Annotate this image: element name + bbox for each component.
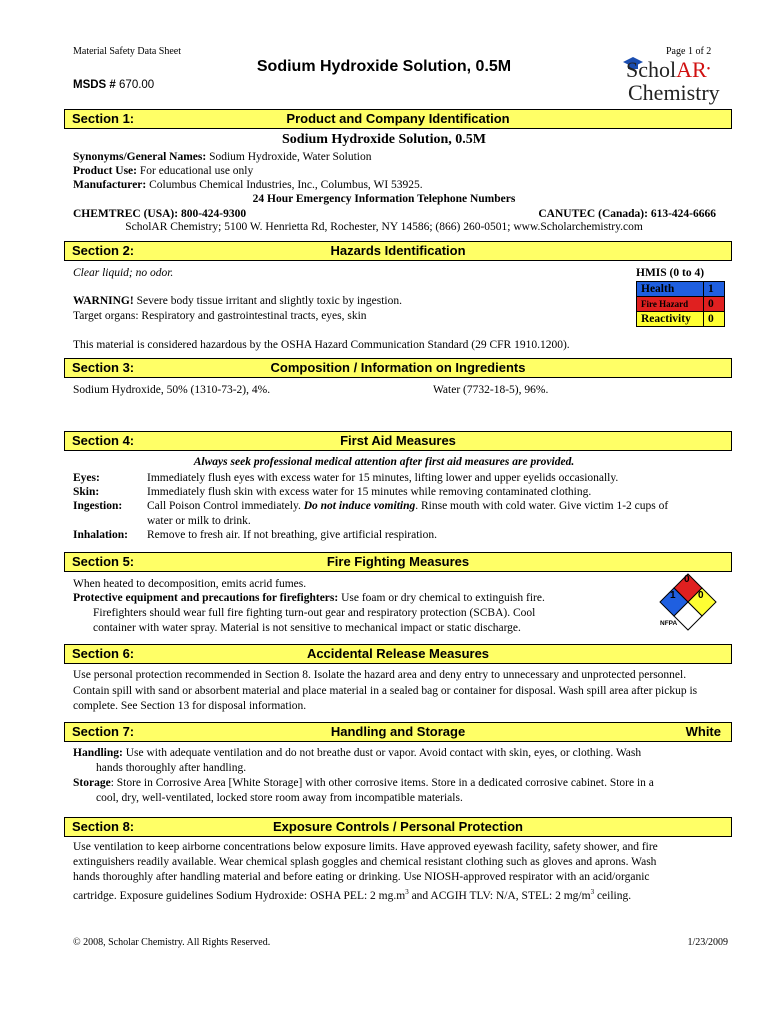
first-aid-note: Always seek professional medical attention after first aid measures are provided. [193,456,575,468]
release-text: Use personal protection recommended in Section 8. Isolate the hazard area and deny entry to unnecessary and unprotected personnel. Contain spill with sand or absorbent material and place material in a sealed bag or container for disposal. Wash spill area after pickup is complete. See Section 13 for disposal information. [73,669,698,712]
firefighters-text: Firefighters should wear full fire fighting turn-out gear and respiratory protection (SCBA). Cool [93,607,536,619]
section-number: Section 3: [72,360,135,375]
hmis-row-health [637,282,725,297]
decomposition-text: When heated to decomposition, emits acrid fumes. [73,578,307,590]
emergency-heading: 24 Hour Emergency Information Telephone Numbers [252,193,516,205]
skin-label: Skin: [73,486,100,498]
doc-type: Material Safety Data Sheet [73,46,182,57]
msds-label: MSDS # [73,79,116,91]
exposure-line-1: Use ventilation to keep airborne concentrations below exposure limits. Have approved eyewash facility, safety shower, and fire [73,841,658,853]
eyes-label: Eyes: [73,472,100,484]
section-title: Handling and Storage [330,724,466,739]
exposure-line-2: extinguishers readily available. Wear chemical splash goggles and chemical resistant clothing such as gloves and aprons. Wash [73,856,657,868]
inhalation-label: Inhalation: [73,529,128,541]
canutec-phone: CANUTEC (Canada): 613-424-6666 [538,208,716,220]
section-title: Hazards Identification [330,243,466,258]
product-name: Sodium Hydroxide Solution, 0.5M [282,132,486,147]
nfpa-fire-value: 0 [684,574,690,585]
nfpa-health-value: 1 [670,590,676,601]
scholar-chemistry-logo [620,52,740,108]
eyes-text: Immediately flush eyes with excess water for 15 minutes, lifting lower and upper eyelids occasionally. [147,472,619,484]
hmis-label: Reactivity [637,312,704,327]
protective-equipment: Protective equipment and precautions for firefighters: Use foam or dry chemical to extinguish fire. [73,592,545,604]
hmis-value: 0 [704,312,725,327]
section-4-header [64,431,732,451]
inhalation-text: Remove to fresh air. If not breathing, give artificial respiration. [147,529,437,541]
section-1-header [64,109,732,129]
hmis-value: 0 [704,297,725,312]
ingestion-label: Ingestion: [73,500,123,512]
revision-date: 1/23/2009 [687,937,728,948]
logo-line-1: ScholAR• [626,57,711,82]
section-6-header [64,644,732,664]
section-number: Section 2: [72,243,135,258]
nfpa-label: NFPA [660,620,678,627]
copyright: © 2008, Scholar Chemistry. All Rights Reserved. [73,937,271,948]
ingestion-text: Call Poison Control immediately. Do not induce vomiting. Rinse mouth with cold water. Give victim 1-2 cups of [147,500,669,512]
section-title: Accidental Release Measures [306,646,490,661]
section-title: Fire Fighting Measures [326,554,470,569]
section-number: Section 1: [72,111,135,126]
section-number: Section 8: [72,819,135,834]
handling-text: Handling: Use with adequate ventilation and do not breathe dust or vapor. Avoid contact with skin, eyes, or clothing. Wash [73,747,642,759]
target-organs: Target organs: Respiratory and gastrointestinal tracts, eyes, skin [73,310,367,322]
section-number: Section 5: [72,554,135,569]
product-use: Product Use: For educational use only [73,165,254,177]
synonyms: Synonyms/General Names: Sodium Hydroxide, Water Solution [73,151,372,163]
chemtrec-phone: CHEMTREC (USA): 800-424-9300 [73,208,247,220]
ingredient-naoh: Sodium Hydroxide, 50% (1310-73-2), 4%. [73,384,271,396]
storage-text-cont: cool, dry, well-ventilated, locked store room away from incompatible materials. [96,792,463,804]
exposure-line-4: cartridge. Exposure guidelines Sodium Hydroxide: OSHA PEL: 2 $mg.m^3$ and ACGIH TLV: N/A, STEL: 2 $mg/m^3$ ceiling. [73,888,632,902]
section-8-header [64,817,732,837]
page-number: Page 1 of 2 [666,46,712,57]
hmis-title: HMIS (0 to 4) [636,267,705,279]
hmis-label: Health [637,282,704,297]
hmis-table [636,281,725,327]
section-7-header [64,722,732,742]
page-title: Sodium Hydroxide Solution, 0.5M [256,58,512,75]
section-title: Product and Company Identification [286,111,510,126]
section-number: Section 7: [72,724,135,739]
manufacturer: Manufacturer: Columbus Chemical Industries, Inc., Columbus, WI 53925. [73,179,423,191]
firefighters-text-cont: container with water spray. Material is not sensitive to mechanical impact or static discharge. [93,622,521,634]
hmis-value: 1 [704,282,725,297]
logo-line-2: Chemistry [628,80,720,105]
appearance: Clear liquid; no odor. [73,267,174,279]
section-title: Composition / Information on Ingredients [270,360,526,375]
section-5-header [64,552,732,572]
osha-statement: This material is considered hazardous by the OSHA Hazard Communication Standard (29 CFR 1910.1200). [73,339,570,351]
section-title: Exposure Controls / Personal Protection [273,819,523,834]
section-title: First Aid Measures [340,433,456,448]
handling-text-cont: hands thoroughly after handling. [96,762,247,774]
msds-number [73,79,154,91]
section-2-header [64,241,732,261]
ingredient-water: Water (7732-18-5), 96%. [433,384,549,396]
section-number: Section 6: [72,646,135,661]
ingestion-text-cont: water or milk to drink. [147,515,251,527]
msds-value: 670.00 [119,79,155,91]
storage-text: Storage: Store in Corrosive Area [White Storage] with other corrosive items. Store in a dedicated corrosive cabinet. Store in a [73,777,654,789]
hmis-row-fire [637,297,725,312]
company-address: ScholAR Chemistry; 5100 W. Henrietta Rd, Rochester, NY 14586; (866) 260-0501; www.Scholarchemistry.com [125,221,643,233]
nfpa-diamond [656,572,720,634]
skin-text: Immediately flush skin with excess water for 15 minutes while removing contaminated clothing. [147,486,592,498]
exposure-line-3: hands thoroughly after handling material and before eating or drinking. Use NIOSH-approved respirator with an acid/organic [73,871,650,883]
hmis-label: Fire Hazard [637,297,704,312]
warning: WARNING! Severe body tissue irritant and slightly toxic by ingestion. [73,295,402,307]
hmis-row-reactivity [637,312,725,327]
section-3-header [64,358,732,378]
nfpa-reactivity-value: 0 [698,590,704,601]
storage-color-code: White [685,724,721,739]
section-number: Section 4: [72,433,135,448]
